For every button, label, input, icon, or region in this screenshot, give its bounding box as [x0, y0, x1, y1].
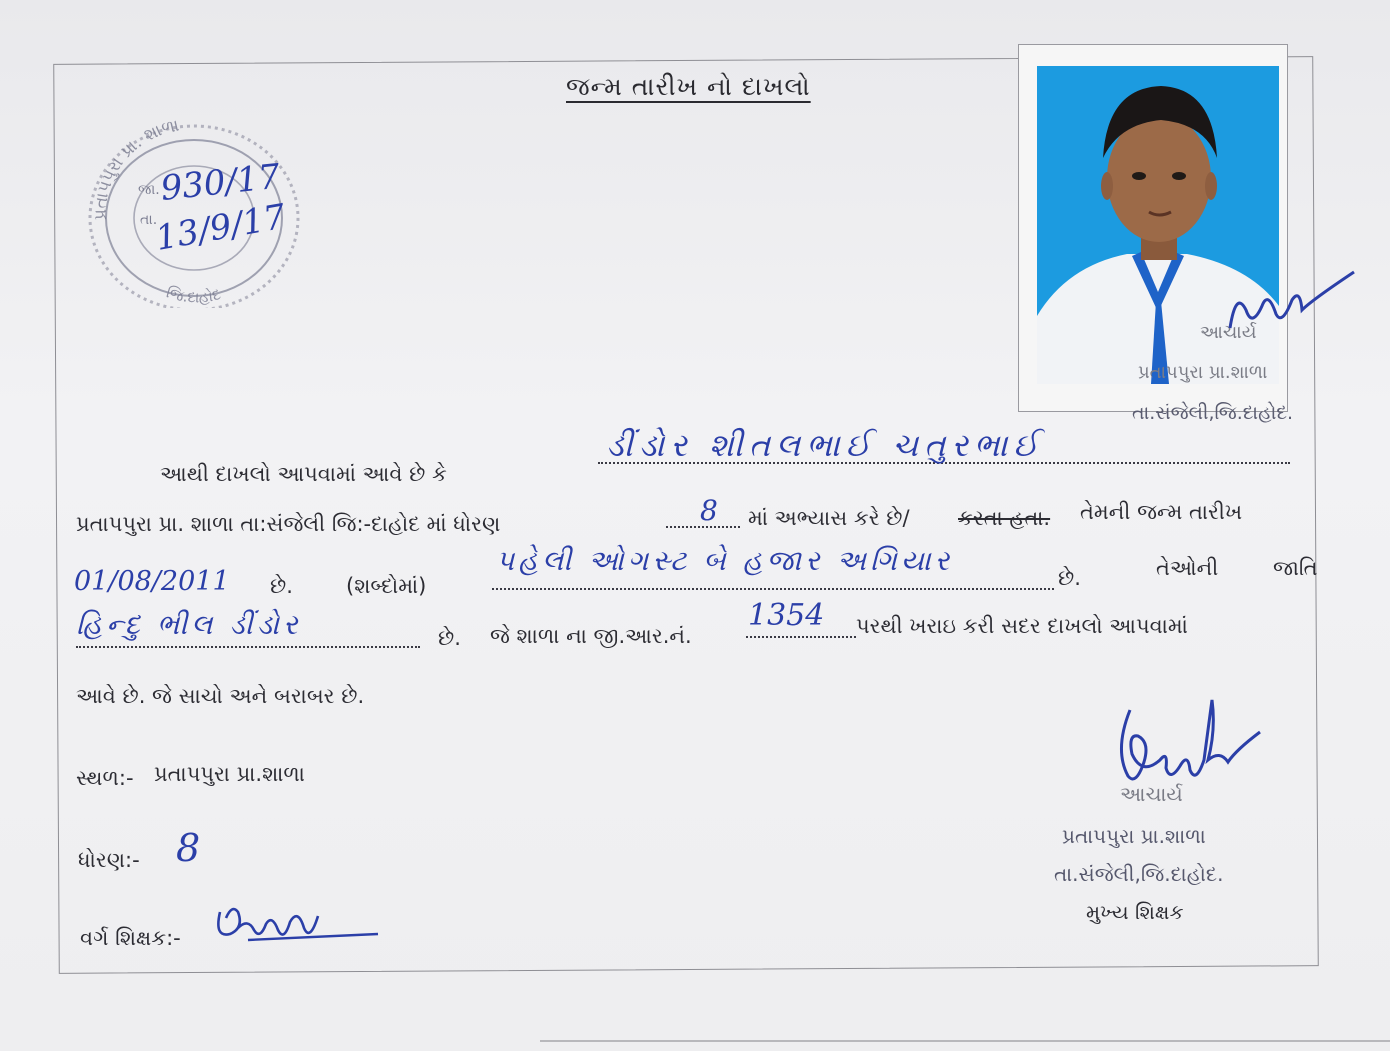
- student-name: ડીંડોર શીતલભાઈ ચતુરભાઈ: [606, 426, 1045, 464]
- seal-district-arc: જિ.દાહોદ: [164, 283, 223, 307]
- gr-label: જે શાળા ના જી.આર.નં.: [490, 624, 692, 648]
- photo-signature: [1222, 270, 1362, 340]
- gr-tail-text: પરથી ખરાઇ કરી સદર દાખલો આપવામાં: [856, 614, 1188, 638]
- photo-stamp-address: તા.સંજેલી,જિ.દાહોદ.: [1132, 402, 1293, 424]
- class-teacher-signature: [208, 898, 382, 950]
- place-value: પ્રતાપપુરા પ્રા.શાળા: [154, 762, 305, 786]
- standard-bottom-value: 8: [176, 826, 201, 870]
- caste-dotted-line: [76, 646, 420, 648]
- principal-address: તા.સંજેલી,જિ.દાહોદ.: [1054, 862, 1224, 886]
- caste-label: તેઓની જાતિ: [1156, 556, 1318, 580]
- dob-in-words: પહેલી ઓગસ્ટ બે હજાર અગિયાર: [496, 544, 954, 577]
- class-teacher-label: વર્ગ શિક્ષક:-: [80, 926, 181, 950]
- dob-words-is: છે.: [1058, 566, 1081, 590]
- photo-stamp-title: આચાર્ય: [1200, 322, 1257, 343]
- principal-role: મુખ્ય શિક્ષક: [1086, 900, 1184, 924]
- photo-stamp-school: પ્રતાપપુરા પ્રા.શાળા: [1138, 362, 1268, 383]
- dob-words-dotted-line: [492, 588, 1054, 590]
- standard-label: ધોરણ:-: [78, 848, 140, 872]
- svg-text:જિ.દાહોદ: [164, 283, 222, 306]
- certificate-title: જન્મ તારીખ નો દાખલો: [566, 72, 811, 101]
- standard-value: 8: [700, 494, 718, 527]
- seal-date-label: તા.: [140, 212, 158, 228]
- dob-label: તેમની જન્મ તારીખ: [1080, 500, 1243, 524]
- in-words-label: (શબ્દોમાં): [346, 574, 427, 598]
- dob-value: 01/08/2011: [74, 566, 230, 597]
- seal-date-value: 13/9/17: [152, 196, 289, 259]
- intro-text: આથી દાખલો આપવામાં આવે છે કે: [160, 462, 447, 486]
- paper-edge-line: [540, 1040, 1390, 1042]
- caste-is: છે.: [438, 626, 461, 650]
- seal-no-label: જા.: [138, 182, 160, 198]
- school-seal: [78, 108, 314, 308]
- studying-text: માં અભ્યાસ કરે છે/: [748, 506, 910, 530]
- closing-text: આવે છે. જે સાચો અને બરાબર છે.: [76, 684, 365, 708]
- principal-title: આચાર્ય: [1120, 782, 1183, 806]
- place-label: સ્થળ:-: [76, 766, 134, 790]
- struck-text: કરતા હતા.: [958, 506, 1051, 530]
- seal-school-arc: પ્રતાપપુરા પ્રા. શાળા: [90, 115, 182, 221]
- seal-no-value: 930/17: [158, 156, 282, 209]
- gr-dotted-line: [746, 636, 856, 638]
- school-text: પ્રતાપપુરા પ્રા. શાળા તા:સંજેલી જિ:-દાહોદ માં ધોરણ: [76, 512, 501, 536]
- caste-value: હિન્દુ ભીલ ડીંડોર: [76, 608, 302, 641]
- gr-number: 1354: [748, 598, 825, 633]
- dob-is: છે.: [270, 574, 293, 598]
- principal-school: પ્રતાપપુરા પ્રા.શાળા: [1062, 824, 1206, 848]
